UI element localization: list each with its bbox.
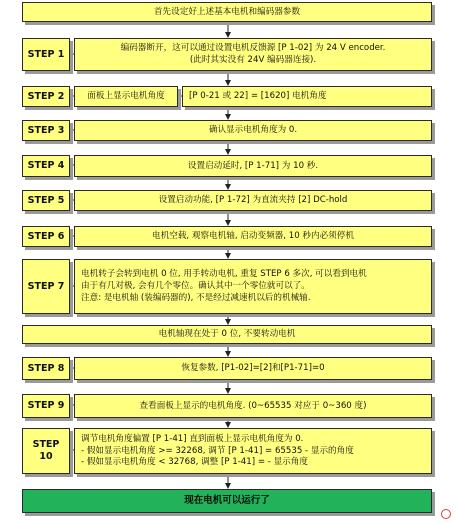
step-9-description bbox=[74, 394, 432, 418]
step-8-description bbox=[74, 357, 432, 380]
step-5-label: STEP 5 bbox=[22, 190, 70, 211]
step-6-description bbox=[74, 226, 432, 247]
step-1-line-2: (此时其实没有 24V 编码器连接). bbox=[189, 55, 317, 65]
step-10-line-1: 调节电机角度偏置 [P 1-41] 直到面板上显示电机角度为 0. bbox=[81, 433, 304, 444]
ready-to-run-box bbox=[22, 489, 432, 513]
step-10-description bbox=[74, 428, 432, 474]
step-9-label: STEP 9 bbox=[22, 394, 70, 418]
step-2-left-box bbox=[74, 86, 178, 107]
step-7-description bbox=[74, 259, 432, 314]
step-1-label: STEP 1 bbox=[22, 38, 70, 71]
step-7-label: STEP 7 bbox=[22, 259, 70, 314]
step-10-line-3: - 假如显示电机角度 < 32768, 调整 [P 1-41] = - 显示角度 bbox=[81, 457, 308, 468]
step-7-line-2: 由于有几对极, 会有几个零位。确认其中一个零位就可以了。 bbox=[81, 281, 310, 292]
zero-position-text: 电机轴现在处于 0 位, 不要转动电机 bbox=[158, 329, 296, 340]
step-4-description bbox=[74, 155, 432, 177]
step-9-text: 查看面板上显示的电机角度. (0~65535 对应于 0~360 度) bbox=[139, 400, 367, 411]
step-8-text: 恢复参数, [P1-02]=[2]和[P1-71]=0 bbox=[181, 363, 325, 374]
step-3-description bbox=[74, 120, 432, 141]
step-8-label: STEP 8 bbox=[22, 357, 70, 380]
step-1-line-1: 编码器断开，这可以通过设置电机反馈源 [P 1-02] 为 24 V encoder. bbox=[120, 43, 386, 54]
watermark-mark-icon bbox=[441, 509, 451, 519]
watermark-logo bbox=[419, 507, 451, 521]
step-5-text: 设置启动功能, [P 1-72] 为直流夹持 [2] DC-hold bbox=[158, 195, 348, 206]
step-5-description bbox=[74, 190, 432, 211]
step-2-right-text: [P 0-21 或 22] = [1620] 电机角度 bbox=[189, 91, 327, 102]
step-7-line-1: 电机转子会转到电机 0 位, 用手转动电机, 重复 STEP 6 多次, 可以看到电机 bbox=[81, 269, 367, 280]
step-6-label: STEP 6 bbox=[22, 226, 70, 247]
step-4-label: STEP 4 bbox=[22, 155, 70, 177]
step-4-text: 设置启动延时, [P 1-71] 为 10 秒. bbox=[187, 160, 319, 171]
step-1-description bbox=[74, 38, 432, 71]
step-7-line-3: 注意: 是电机轴 (装编码器的), 不是经过减速机以后的机械轴. bbox=[81, 292, 311, 303]
step-6-text: 电机空载, 观察电机轴, 启动变频器, 10 秒内必须停机 bbox=[152, 231, 354, 242]
step-2-label: STEP 2 bbox=[22, 86, 70, 107]
ready-to-run-text: 现在电机可以运行了 bbox=[184, 495, 270, 507]
step-3-text: 确认显示电机角度为 0. bbox=[208, 125, 298, 136]
header-box bbox=[22, 2, 432, 22]
step-2-left-text: 面板上显示电机角度 bbox=[87, 91, 165, 102]
step-10-line-2: - 假如显示电机角度 >= 32268, 调节 [P 1-41] = 65535 - 显示的角度 bbox=[81, 445, 354, 456]
step-2-right-box bbox=[182, 86, 432, 107]
header-text: 首先设定好上述基本电机和编码器参数 bbox=[153, 6, 301, 17]
step-3-label: STEP 3 bbox=[22, 120, 70, 141]
step-10-label: STEP 10 bbox=[22, 428, 70, 474]
zero-position-notice bbox=[22, 325, 432, 344]
